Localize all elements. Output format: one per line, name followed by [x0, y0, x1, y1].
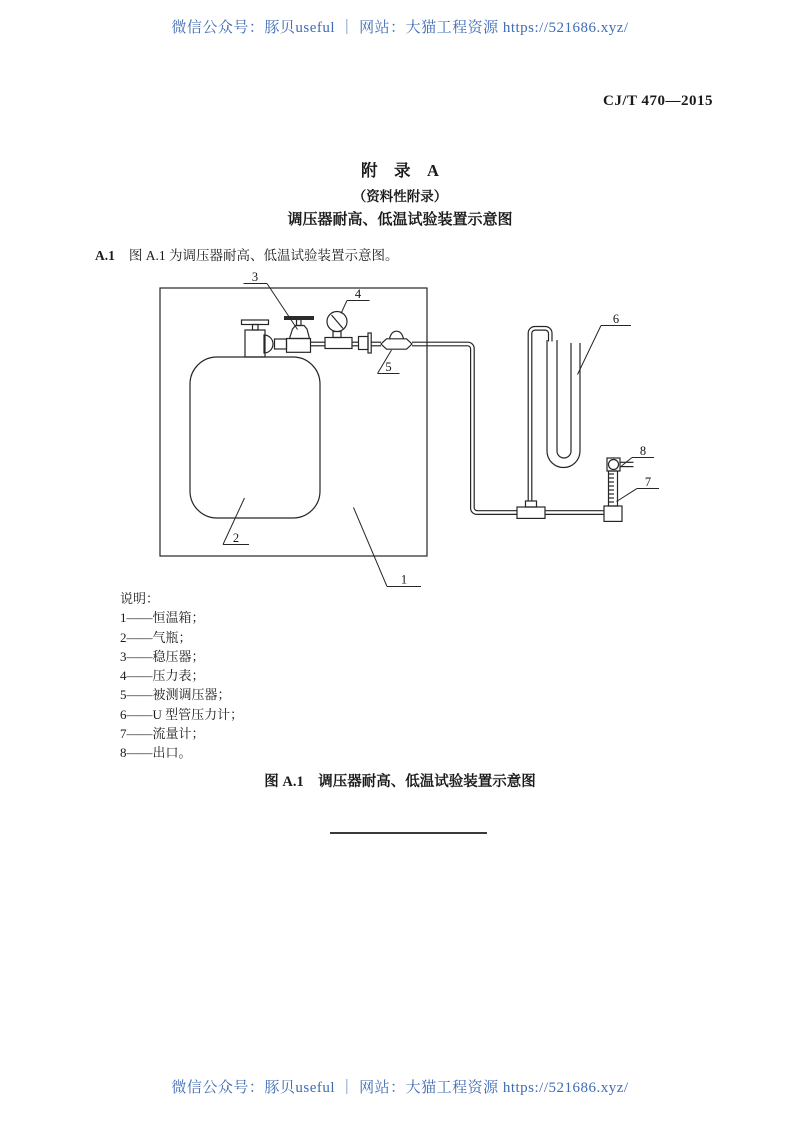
- pipe-coupling-icon: [352, 333, 381, 353]
- callout-label: 2: [232, 531, 240, 545]
- appendix-title: 附 录 A: [361, 161, 439, 180]
- legend-item: 6——U 型管压力计；: [120, 706, 244, 722]
- pipe: [412, 342, 517, 514]
- clause-text: 图 A.1 为调压器耐高、低温试验装置示意图。: [128, 248, 399, 263]
- callout-label: 1: [400, 572, 408, 587]
- legend-item: 5——被测调压器；: [120, 687, 231, 703]
- callout-label: 4: [354, 287, 362, 301]
- standard-number: CJ/T 470—2015: [603, 93, 713, 109]
- gas-cylinder: [190, 357, 320, 518]
- pressure-gauge-icon: [325, 312, 352, 349]
- clause-a1: [95, 244, 399, 264]
- end-divider: [330, 832, 487, 834]
- watermark-top: 微信公众号：豚贝useful ｜ 网站：大猫工程资源 https://521686.xyz/: [171, 20, 629, 36]
- callout-label: 6: [612, 312, 620, 326]
- callout-6: [578, 312, 632, 375]
- figure-a1-diagram: [150, 265, 670, 595]
- legend-item: 8——出口。: [120, 745, 192, 761]
- tee-fitting-icon: [517, 501, 545, 518]
- legend: [120, 589, 243, 763]
- callout-5: [378, 350, 400, 374]
- pipe: [545, 511, 604, 515]
- legend-item: 7——流量计；: [120, 726, 205, 742]
- legend-heading: 说明：: [120, 591, 160, 606]
- callout-2: [223, 498, 249, 545]
- test-regulator-icon: [381, 331, 412, 349]
- legend-item: 4——压力表；: [120, 668, 205, 684]
- legend-item: 2——气瓶；: [120, 629, 192, 645]
- cylinder-valve-icon: [242, 320, 287, 357]
- flowmeter-icon: [604, 471, 622, 521]
- callout-label: 3: [251, 270, 259, 284]
- figure-caption: 图 A.1 调压器耐高、低温试验装置示意图: [264, 774, 536, 790]
- callout-7: [617, 475, 660, 502]
- appendix-heading: 调压器耐高、低温试验装置示意图: [287, 212, 513, 228]
- callout-label: 7: [644, 475, 652, 489]
- clause-number: A.1: [95, 248, 115, 263]
- callout-1: [354, 508, 422, 587]
- legend-item: 1——恒温箱；: [120, 610, 205, 626]
- watermark-bottom: 微信公众号：豚贝useful ｜ 网站：大猫工程资源 https://521686.xyz/: [171, 1080, 629, 1096]
- legend-item: 3——稳压器；: [120, 648, 205, 664]
- u-tube-manometer-icon: [547, 340, 580, 468]
- callout-label: 5: [385, 360, 392, 374]
- callout-4: [341, 287, 370, 314]
- pipe: [528, 327, 552, 502]
- appendix-subtitle: （资料性附录）: [352, 189, 448, 204]
- stabilizer-icon: [284, 316, 314, 352]
- pipe: [311, 342, 326, 346]
- callout-label: 8: [639, 444, 647, 458]
